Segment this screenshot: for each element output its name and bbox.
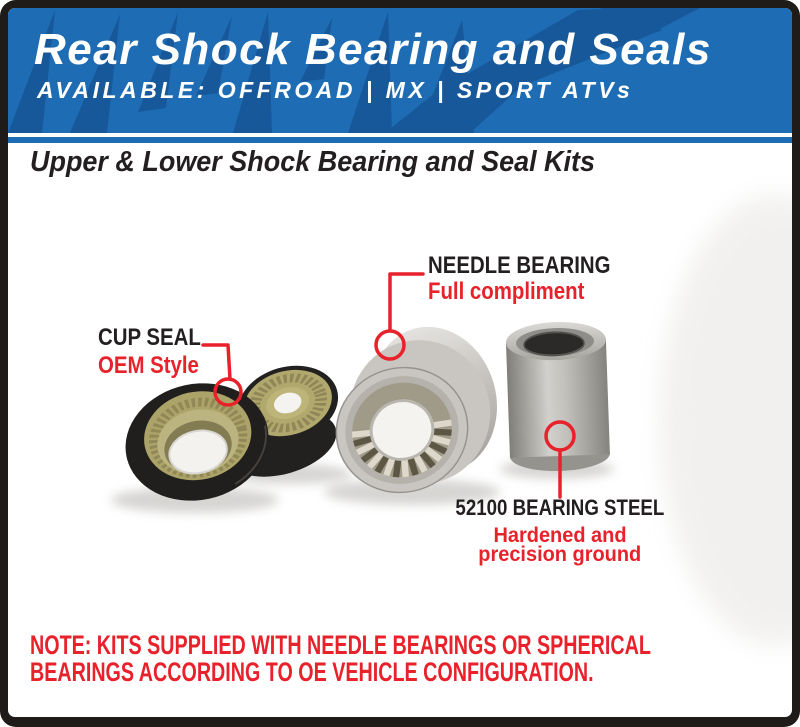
needle-bearing-sublabel-text: Full compliment [428,278,585,305]
cup-seal-sublabel-text: OEM Style [98,352,199,379]
page-title: Rear Shock Bearing and Seals [34,25,712,74]
bottom-note-line1: NOTE: KITS SUPPLIED WITH NEEDLE BEARINGS OR SPHERICAL [30,630,651,660]
section-title: Upper & Lower Shock Bearing and Seal Kits [30,146,596,178]
bearing-steel-label-block [410,497,710,564]
needle-bearing-sublabel [428,280,612,304]
needle-bearing-label-text: NEEDLE BEARING [428,252,611,279]
bearing-steel-sublabel [410,526,710,564]
cup-seal-label [98,326,219,350]
photo-background-shade [660,195,792,645]
bottom-note [30,632,792,686]
bearing-steel-label: 52100 BEARING STEEL [455,495,665,520]
bearing-steel-sublabel-line2: precision ground [478,543,642,566]
page-subtitle: AVAILABLE: OFFROAD | MX | SPORT ATVs [37,77,634,103]
needle-bearing-label [428,254,643,278]
graphic-inner-panel [8,8,792,717]
bottom-note-line2: BEARINGS ACCORDING TO OE VEHICLE CONFIGURATION. [30,657,594,687]
bearing-steel-sublabel-line1: Hardened and [493,524,627,547]
cup-seal-label-text: CUP SEAL [98,324,201,351]
needle-bearing-part [320,312,514,510]
cup-seal-sublabel [98,354,217,378]
